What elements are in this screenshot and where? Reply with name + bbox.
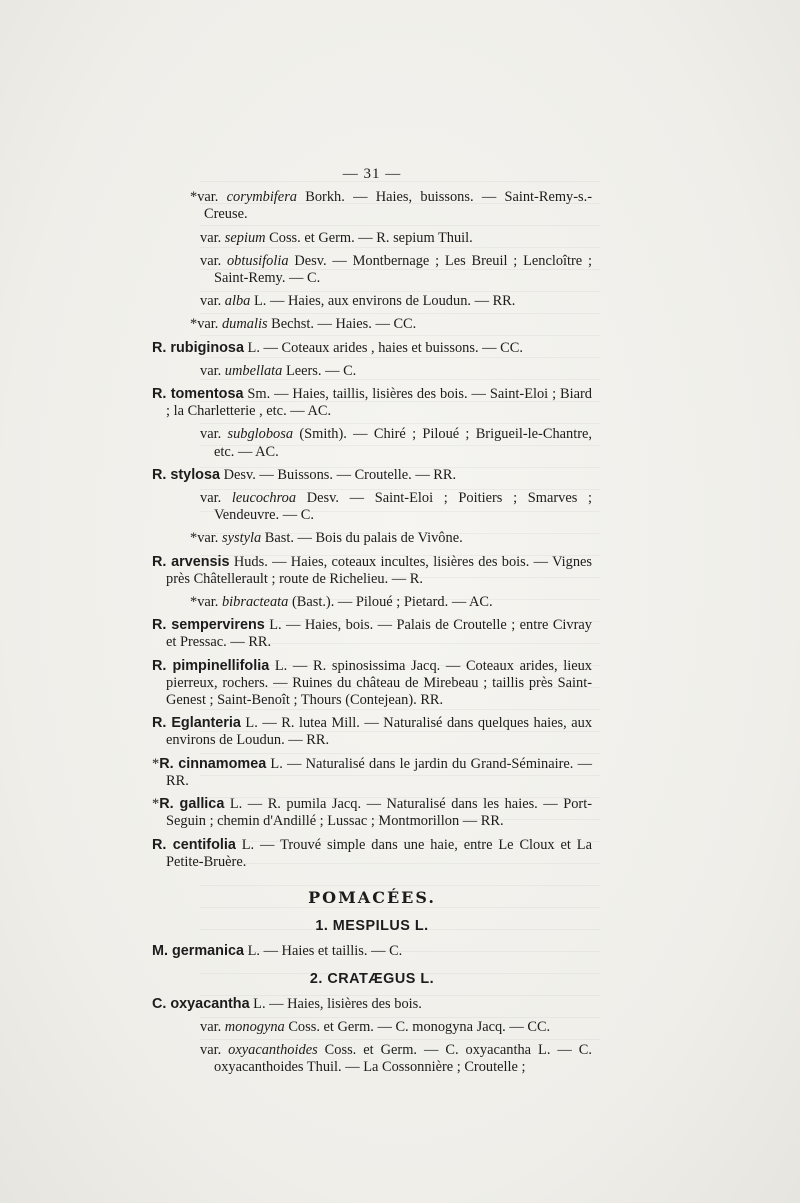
genus-heading-mespilus: 1. MESPILUS L.: [315, 918, 429, 935]
asterisk-mark: *: [152, 755, 160, 772]
entry-description: L. — Haies, bois. — Palais de Croutelle ; entre Civray et Pressac. — RR.: [166, 617, 592, 651]
asterisk-mark: *: [190, 530, 198, 547]
entry-description: L. — Coteaux arides , haies et buissons. — CC.: [243, 339, 523, 356]
asterisk-mark: *: [152, 796, 160, 813]
entry-description: L. — Haies, lisières des bois.: [249, 995, 422, 1012]
variety-entry: [200, 253, 592, 287]
species-entry: [152, 715, 592, 749]
variety-prefix: var.: [197, 530, 222, 547]
species-name: R. tomentosa: [152, 386, 244, 403]
entry-description: Bechst. — Haies. — CC.: [267, 316, 417, 333]
species-name: R. stylosa: [152, 466, 220, 483]
species-entry: [152, 554, 592, 588]
asterisk-mark: *: [190, 189, 198, 206]
asterisk-mark: *: [190, 594, 198, 611]
species-entry: [152, 617, 592, 651]
entry-description: L. — Naturalisé dans le jardin du Grand-Séminaire. — RR.: [166, 755, 592, 789]
variety-name: leucochroa: [231, 490, 297, 507]
variety-prefix: var.: [200, 362, 225, 379]
variety-entry: [200, 293, 592, 310]
variety-prefix: var.: [200, 229, 225, 246]
species-name: R. arvensis: [152, 553, 230, 570]
species-entry: [152, 796, 592, 830]
entry-description: Desv. — Saint-Eloi ; Poitiers ; Smarves ; Vendeuvre. — C.: [214, 490, 592, 524]
species-name: R. sempervirens: [152, 617, 265, 634]
entry-description: L. — Trouvé simple dans une haie, entre Le Cloux et La Petite-Bruère.: [166, 836, 592, 870]
variety-prefix: var.: [200, 426, 228, 443]
entry-description: Bast. — Bois du palais de Vivône.: [261, 530, 463, 547]
variety-entry: [190, 189, 592, 223]
variety-entry: [200, 1042, 592, 1076]
variety-prefix: var.: [200, 1042, 229, 1059]
variety-name: obtusifolia: [226, 252, 289, 269]
species-entry: [152, 340, 592, 357]
roses-list: [152, 189, 592, 871]
species-name: R. gallica: [159, 796, 225, 813]
genus-heading-crataegus: 2. CRATÆGUS L.: [309, 970, 435, 987]
species-name: M. germanica: [152, 943, 244, 960]
entry-description: L. — R. pumila Jacq. — Naturalisé dans les haies. — Port-Seguin ; chemin d'Andillé ; Lussac ; Montmorillon — RR.: [166, 796, 593, 830]
entry-description: (Smith). — Chiré ; Piloué ; Brigueil-le-Chantre, etc. — AC.: [214, 426, 592, 460]
variety-name: oxyacanthoides: [228, 1042, 318, 1059]
variety-name: alba: [224, 293, 251, 310]
entry-description: Desv. — Buissons. — Croutelle. — RR.: [219, 466, 457, 483]
entry-description: L. — Haies et taillis. — C.: [243, 943, 403, 960]
entry-description: Sm. — Haies, taillis, lisières des bois. — Saint-Eloi ; Biard ; la Charletterie , etc. — AC.: [166, 386, 592, 420]
variety-entry: [190, 530, 592, 547]
entry-description: Coss. et Germ. — R. sepium Thuil.: [265, 229, 473, 246]
variety-name: corymbifera: [226, 189, 297, 206]
species-entry: [152, 943, 592, 960]
variety-entry: [200, 490, 592, 524]
species-name: R. rubiginosa: [152, 339, 244, 356]
crataegus-list: [152, 996, 592, 1077]
page-number: — 31 —: [342, 166, 402, 182]
variety-prefix: var.: [197, 316, 222, 333]
species-name: R. centifolia: [152, 836, 236, 853]
entry-description: L. — R. lutea Mill. — Naturalisé dans quelques haies, aux environs de Loudun. — RR.: [166, 715, 593, 749]
species-name: R. Eglanteria: [152, 715, 241, 732]
variety-prefix: var.: [200, 252, 227, 269]
species-entry: [152, 467, 592, 484]
variety-entry: [190, 316, 592, 333]
asterisk-mark: *: [190, 316, 198, 333]
species-name: R. cinnamomea: [159, 755, 267, 772]
species-name: R. pimpinellifolia: [152, 657, 270, 674]
variety-entry: [200, 230, 592, 247]
variety-entry: [200, 1019, 592, 1036]
variety-name: dumalis: [221, 316, 268, 333]
species-entry: [152, 756, 592, 790]
variety-name: monogyna: [224, 1018, 285, 1035]
entry-description: Desv. — Montbernage ; Les Breuil ; Lencloître ; Saint-Remy. — C.: [214, 252, 592, 287]
variety-name: umbellata: [224, 362, 283, 379]
variety-prefix: var.: [200, 293, 225, 310]
species-entry: [152, 837, 592, 871]
variety-name: sepium: [224, 229, 266, 246]
page-content: [152, 166, 592, 1083]
variety-prefix: var.: [197, 189, 227, 206]
entry-description: Huds. — Haies, coteaux incultes, lisières des bois. — Vignes près Châtellerault ; route de Richelieu. — R.: [166, 553, 592, 587]
variety-name: subglobosa: [227, 426, 294, 443]
species-entry: [152, 386, 592, 420]
variety-entry: [200, 363, 592, 380]
mespilus-list: [152, 943, 592, 960]
variety-entry: [190, 594, 592, 611]
entry-description: L. — R. spinosissima Jacq. — Coteaux arides, lieux pierreux, rochers. — Ruines du château de Mirebeau ; taillis près Saint-Genest ; Saint-Benoît ; Thours (Contejean). RR.: [166, 657, 592, 709]
variety-name: systyla: [221, 530, 262, 547]
variety-prefix: var.: [197, 594, 222, 611]
section-title: POMACÉES.: [308, 887, 436, 907]
variety-prefix: var.: [200, 1018, 225, 1035]
variety-entry: [200, 426, 592, 460]
entry-description: Coss. et Germ. — C. monogyna Jacq. — CC.: [284, 1018, 551, 1035]
entry-description: Leers. — C.: [282, 362, 357, 379]
variety-name: bibracteata: [221, 594, 289, 611]
entry-description: Coss. et Germ. — C. oxyacantha L. — C. oxyacanthoides Thuil. — La Cossonnière ; Croutelle ;: [214, 1042, 592, 1076]
entry-description: (Bast.). — Piloué ; Pietard. — AC.: [288, 594, 493, 611]
variety-prefix: var.: [200, 490, 232, 507]
species-name: C. oxyacantha: [152, 995, 250, 1012]
species-entry: [152, 658, 592, 710]
species-entry: [152, 996, 592, 1013]
entry-description: Borkh. — Haies, buissons. — Saint-Remy-s.-Creuse.: [204, 189, 593, 223]
entry-description: L. — Haies, aux environs de Loudun. — RR.: [250, 293, 516, 310]
